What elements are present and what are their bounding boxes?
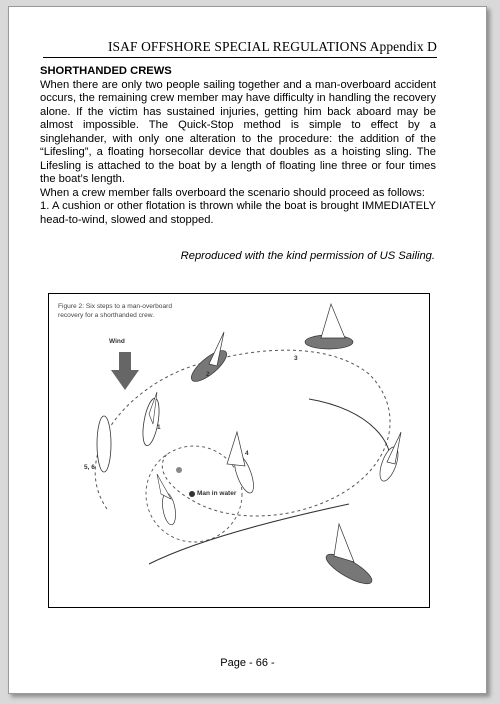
boat-left-bottom [157, 474, 178, 526]
boat-2 [187, 332, 231, 386]
paragraph-intro: When there are only two people sailing together and a man-overboard accident occurs, the remaining crew member may have difficulty in handling the recovery alone. If the victim has sustained injuries, getting him back aboard may be almost impossible. The Quick-Stop method is simple to effect by a singlehander, with only one alteration to the procedure: the addition of the “Lifesling”, a floating horsecollar device that doubles as a hoisting sling. The Lifesling is attached to the boat by a length of floating line three or four times the boat’s length. [40, 78, 436, 185]
recovery-diagram [49, 294, 429, 607]
wind-label: Wind [109, 338, 125, 345]
page-number: Page - 66 - [220, 657, 275, 669]
boat-3 [305, 304, 353, 349]
step-3-label: 3 [294, 355, 298, 362]
credit-line: Reproduced with the kind permission of US Sailing. [180, 250, 435, 262]
boat-4 [227, 432, 257, 495]
header-rule [43, 57, 437, 58]
step-2-label: 2 [206, 371, 210, 378]
step-5-6-label: 5, 6 [84, 464, 95, 471]
lifesling-line-2 [309, 399, 391, 474]
paragraph-scenario: When a crew member falls overboard the scenario should proceed as follows: [40, 186, 425, 199]
wind-arrow [111, 352, 139, 390]
man-in-water-marker [189, 491, 195, 497]
cushion-marker [176, 467, 182, 473]
boat-bottom [322, 524, 375, 589]
step-1-label: 1 [157, 424, 161, 431]
boat-right [376, 432, 401, 483]
boat-1 [140, 392, 162, 447]
section-title: SHORTHANDED CREWS [40, 65, 172, 77]
document-page [8, 6, 487, 694]
body-text [40, 65, 436, 227]
man-in-water-label: Man in water [197, 490, 237, 497]
course-path [95, 350, 390, 516]
running-header: ISAF OFFSHORE SPECIAL REGULATIONS Appendix D [107, 39, 437, 54]
figure-man-overboard [48, 293, 430, 608]
step-4-label: 4 [245, 450, 249, 457]
boat-5-6 [97, 416, 111, 472]
paragraph-step-1: 1. A cushion or other flotation is thrown while the boat is brought IMMEDIATELY head-to-wind, slowed and stopped. [40, 200, 436, 226]
lifesling-line [149, 504, 349, 564]
figure-caption: Figure 2: Six steps to a man-overboard recovery for a shorthanded crew. [58, 303, 172, 319]
